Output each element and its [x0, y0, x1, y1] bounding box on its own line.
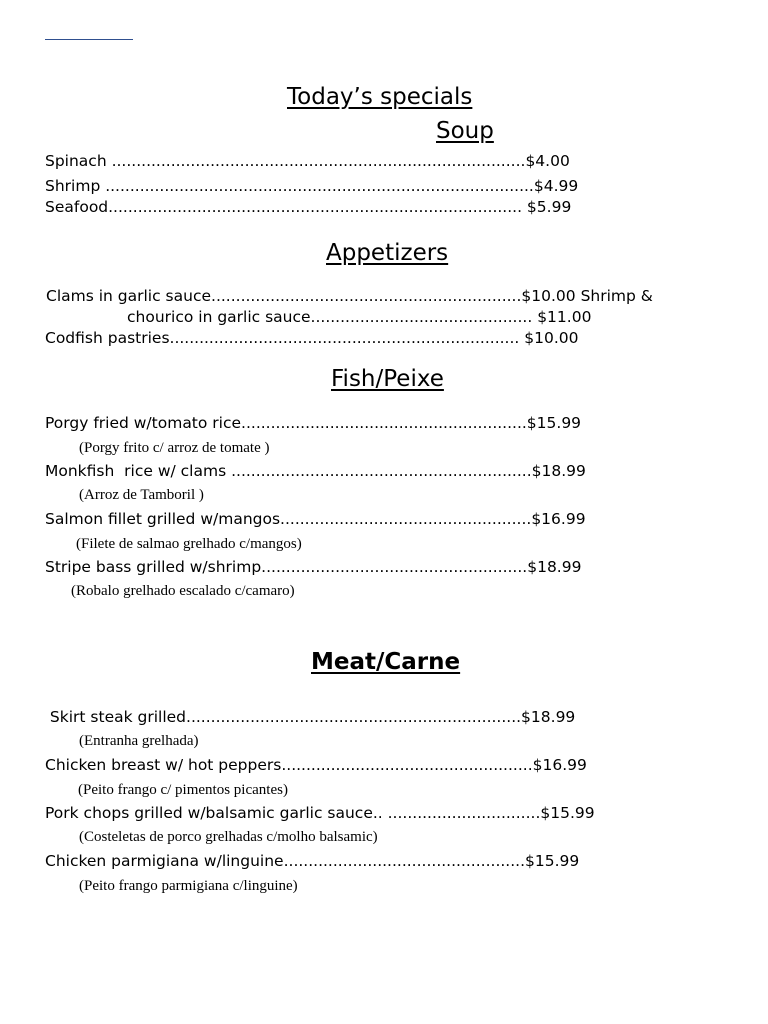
- soup-heading: Soup: [436, 118, 494, 144]
- menu-item-monkfish: Monkfish rice w/ clams .............................................................$18.99: [45, 462, 586, 480]
- header-rule: [45, 39, 133, 40]
- meat-heading: Meat/Carne: [311, 649, 461, 675]
- menu-item-pork-chops-translation: (Costeletas de porco grelhadas c/molho balsamic): [79, 829, 378, 845]
- menu-item-clams: Clams in garlic sauce...............................................................$10.00 Shrimp &: [46, 287, 653, 305]
- appetizers-heading: Appetizers: [326, 240, 449, 266]
- menu-item-porgy-translation: (Porgy frito c/ arroz de tomate ): [79, 440, 270, 456]
- menu-item-pork-chops: Pork chops grilled w/balsamic garlic sauce.. ...............................$15.99: [45, 804, 595, 822]
- menu-item-chicken-parmigiana: Chicken parmigiana w/linguine.................................................$15.99: [45, 852, 580, 870]
- menu-item-shrimp: Shrimp .......................................................................................$4.99: [45, 177, 579, 195]
- menu-item-porgy: Porgy fried w/tomato rice..........................................................$15.99: [45, 414, 582, 432]
- menu-item-skirt-steak-translation: (Entranha grelhada): [79, 733, 199, 749]
- menu-item-stripe-bass: Stripe bass grilled w/shrimp......................................................$18.99: [45, 558, 582, 576]
- menu-item-spinach: Spinach ....................................................................................$4.00: [45, 152, 570, 170]
- page-title: Today’s specials: [287, 84, 473, 110]
- menu-item-chicken-breast-translation: (Peito frango c/ pimentos picantes): [78, 782, 288, 798]
- menu-item-salmon-translation: (Filete de salmao grelhado c/mangos): [76, 536, 302, 552]
- menu-item-chicken-breast: Chicken breast w/ hot peppers...................................................$16.99: [45, 756, 587, 774]
- menu-item-shrimp-chourico: chourico in garlic sauce............................................. $11.00: [127, 308, 592, 326]
- menu-item-codfish-pastries: Codfish pastries....................................................................... $10.00: [45, 329, 579, 347]
- menu-item-seafood: Seafood.................................................................................... $5.99: [45, 198, 572, 216]
- menu-item-skirt-steak: Skirt steak grilled....................................................................$18.99: [45, 708, 576, 726]
- menu-item-chicken-parmigiana-translation: (Peito frango parmigiana c/linguine): [79, 878, 298, 894]
- fish-heading: Fish/Peixe: [331, 366, 444, 392]
- menu-item-salmon: Salmon fillet grilled w/mangos...................................................$16.99: [45, 510, 586, 528]
- menu-item-stripe-bass-translation: (Robalo grelhado escalado c/camaro): [71, 583, 295, 599]
- menu-item-monkfish-translation: (Arroz de Tamboril ): [79, 487, 204, 503]
